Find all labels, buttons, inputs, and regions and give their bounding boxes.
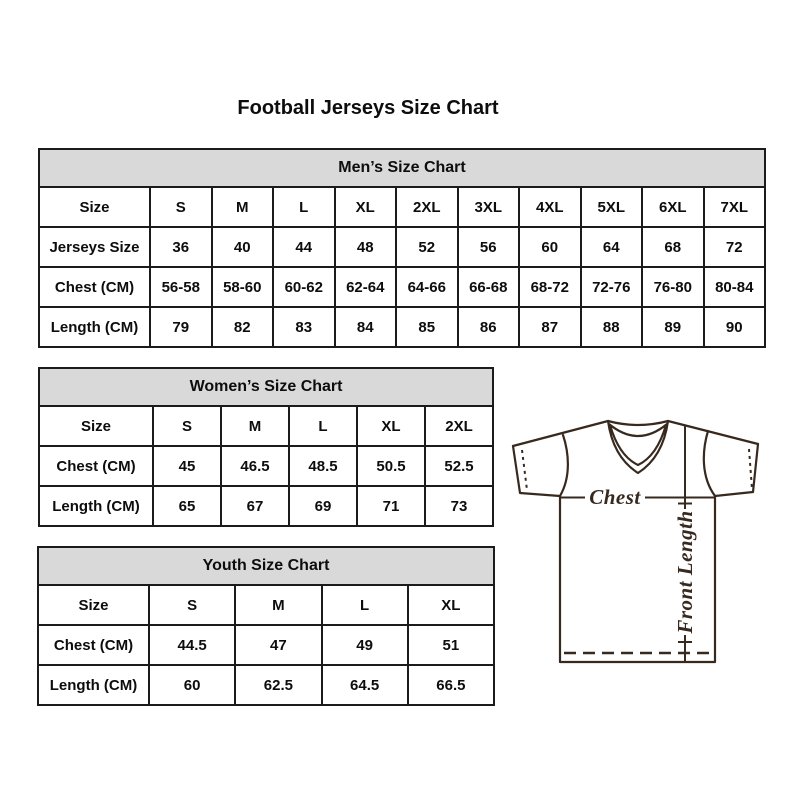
chest-label: Chest — [589, 485, 641, 509]
size-value-cell: 60 — [149, 665, 235, 705]
size-value-cell: 79 — [150, 307, 212, 347]
size-value-cell: 60-62 — [273, 267, 335, 307]
cuff-stitch-dashed-lines — [522, 449, 752, 490]
size-value-cell: 66.5 — [408, 665, 494, 705]
size-value-cell: 82 — [212, 307, 274, 347]
size-value-cell: 49 — [322, 625, 408, 665]
size-value-cell: 68 — [642, 227, 704, 267]
table-row — [38, 665, 494, 705]
size-value-cell: 2XL — [396, 187, 458, 227]
size-value-cell: 6XL — [642, 187, 704, 227]
size-value-cell: 83 — [273, 307, 335, 347]
size-value-cell: 3XL — [458, 187, 520, 227]
table-header-row — [39, 149, 765, 187]
table-header-row — [38, 547, 494, 585]
size-value-cell: M — [212, 187, 274, 227]
size-value-cell: 46.5 — [221, 446, 289, 486]
size-value-cell: 66-68 — [458, 267, 520, 307]
row-label-cell: Size — [39, 406, 153, 446]
table-row — [38, 585, 494, 625]
size-value-cell: 67 — [221, 486, 289, 526]
size-value-cell: 86 — [458, 307, 520, 347]
size-value-cell: S — [150, 187, 212, 227]
size-value-cell: L — [322, 585, 408, 625]
size-value-cell: XL — [335, 187, 397, 227]
row-label-cell: Length (CM) — [39, 307, 150, 347]
table-row — [39, 486, 493, 526]
table-row — [39, 406, 493, 446]
table-row — [39, 227, 765, 267]
size-value-cell: M — [221, 406, 289, 446]
size-value-cell: 64.5 — [322, 665, 408, 705]
size-value-cell: 58-60 — [212, 267, 274, 307]
mens-table-header: Men’s Size Chart — [39, 149, 765, 187]
size-value-cell: 7XL — [704, 187, 766, 227]
size-value-cell: 44 — [273, 227, 335, 267]
row-label-cell: Chest (CM) — [39, 267, 150, 307]
size-value-cell: 64 — [581, 227, 643, 267]
size-value-cell: 89 — [642, 307, 704, 347]
size-value-cell: 5XL — [581, 187, 643, 227]
size-value-cell: 68-72 — [519, 267, 581, 307]
size-value-cell: 62-64 — [335, 267, 397, 307]
size-value-cell: 40 — [212, 227, 274, 267]
table-row — [38, 625, 494, 665]
size-value-cell: 60 — [519, 227, 581, 267]
size-value-cell: 44.5 — [149, 625, 235, 665]
table-row — [39, 446, 493, 486]
row-label-cell: Jerseys Size — [39, 227, 150, 267]
row-label-cell: Chest (CM) — [39, 446, 153, 486]
size-value-cell: 52 — [396, 227, 458, 267]
size-value-cell: 85 — [396, 307, 458, 347]
size-value-cell: 71 — [357, 486, 425, 526]
size-value-cell: 48 — [335, 227, 397, 267]
row-label-cell: Size — [39, 187, 150, 227]
size-value-cell: 84 — [335, 307, 397, 347]
jersey-measurement-diagram — [495, 405, 780, 680]
size-value-cell: 62.5 — [235, 665, 321, 705]
size-value-cell: 88 — [581, 307, 643, 347]
table-row — [39, 267, 765, 307]
womens-size-table — [38, 367, 494, 527]
size-value-cell: XL — [357, 406, 425, 446]
size-value-cell: 64-66 — [396, 267, 458, 307]
size-value-cell: 72 — [704, 227, 766, 267]
row-label-cell: Length (CM) — [38, 665, 149, 705]
size-value-cell: S — [149, 585, 235, 625]
size-value-cell: 2XL — [425, 406, 493, 446]
size-value-cell: 73 — [425, 486, 493, 526]
size-value-cell: 47 — [235, 625, 321, 665]
size-value-cell: 48.5 — [289, 446, 357, 486]
size-value-cell: S — [153, 406, 221, 446]
size-value-cell: 72-76 — [581, 267, 643, 307]
size-value-cell: L — [289, 406, 357, 446]
size-value-cell: 52.5 — [425, 446, 493, 486]
youth-table-header: Youth Size Chart — [38, 547, 494, 585]
size-value-cell: 69 — [289, 486, 357, 526]
size-value-cell: 56 — [458, 227, 520, 267]
size-value-cell: 36 — [150, 227, 212, 267]
size-value-cell: XL — [408, 585, 494, 625]
jersey-left-sleeve — [513, 446, 560, 496]
size-value-cell: 50.5 — [357, 446, 425, 486]
mens-size-table — [38, 148, 766, 348]
womens-table-header: Women’s Size Chart — [39, 368, 493, 406]
jersey-collar — [608, 421, 668, 473]
size-value-cell: 80-84 — [704, 267, 766, 307]
size-value-cell: 56-58 — [150, 267, 212, 307]
size-value-cell: M — [235, 585, 321, 625]
size-value-cell: 45 — [153, 446, 221, 486]
row-label-cell: Length (CM) — [39, 486, 153, 526]
table-row — [39, 307, 765, 347]
youth-size-table — [37, 546, 495, 706]
table-header-row — [39, 368, 493, 406]
page-title: Football Jerseys Size Chart — [237, 97, 499, 119]
size-value-cell: 76-80 — [642, 267, 704, 307]
size-value-cell: 90 — [704, 307, 766, 347]
size-value-cell: 65 — [153, 486, 221, 526]
size-value-cell: 87 — [519, 307, 581, 347]
size-value-cell: 4XL — [519, 187, 581, 227]
size-value-cell: L — [273, 187, 335, 227]
table-row — [39, 187, 765, 227]
size-value-cell: 51 — [408, 625, 494, 665]
row-label-cell: Chest (CM) — [38, 625, 149, 665]
front-length-label: Front Length — [673, 510, 697, 634]
row-label-cell: Size — [38, 585, 149, 625]
